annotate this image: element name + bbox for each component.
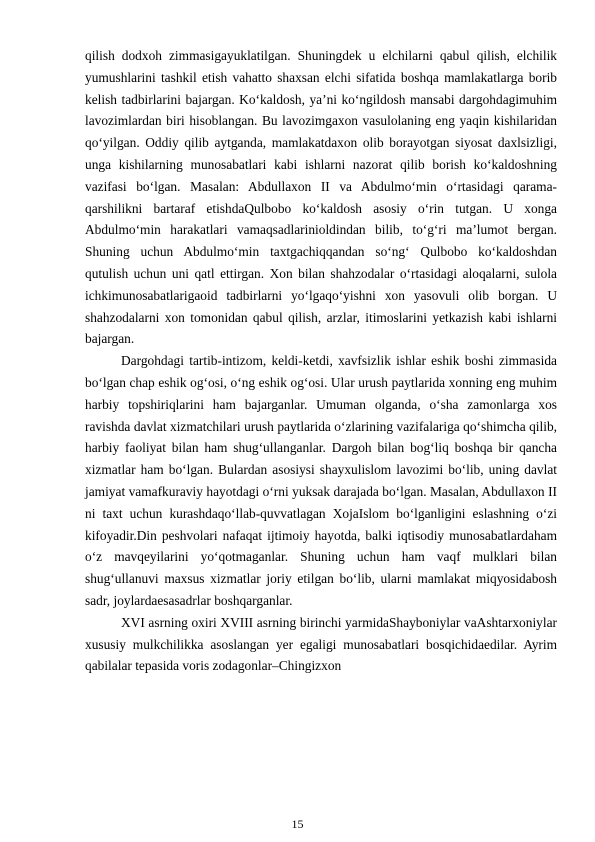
paragraph-1: qilish dodxoh zimmasigayuklatilgan. Shuningdek u elchilarni qabul qilish, elchilik yumushlarini tashkil etish vahatto shaxsan elchi sifatida boshqa mamlakatlarga borib kelish tadbirlarini bajargan. Ko‘kaldosh, ya’ni ko‘ngildosh mansabi dargohdagimuhim lavozimlardan biri hisoblangan. Bu lavozimgaxon vasulolaning eng yaqin kishilaridan qo‘yilgan. Oddiy qilib aytganda, mamlakatdaxon olib borayotgan siyosat daxlsizligi, unga kishilarning munosabatlari kabi ishlarni nazorat qilib borish ko‘kaldoshning vazifasi bo‘lgan. Masalan: Abdullaxon II va Abdulmo‘min o‘rtasidagi qarama-qarshilikni bartaraf etishdaQulbobo ko‘kaldosh asosiy o‘rin tutgan. U xonga Abdulmo‘min harakatlari vamaqsadlarinioldindan bilib, to‘g‘ri ma’lumot bergan. Shuning uchun Abdulmo‘min taxtgachiqqandan so‘ng‘ Qulbobo ko‘kaldoshdan qutulish uchun uni qatl ettirgan. Xon bilan shahzodalar o‘rtasidagi aloqalarni, sulola ichkimunosabatlarigaoid tadbirlarni yo‘lgaqo‘yishni xon yasovuli olib borgan. U shahzodalarni xon tomonidan qabul qilish, arzlar, itimoslarini yetkazish kabi ishlarni bajargan. xyxy=(85,48,557,347)
paragraph-2: Dargohdagi tartib-intizom, keldi-ketdi, xavfsizlik ishlar eshik boshi zimmasida bo‘lgan chap eshik og‘osi, o‘ng eshik og‘osi. Ular urush paytlarida xonning eng muhim harbiy topshiriqlarini ham bajarganlar. Umuman olganda, o‘sha zamonlarga xos ravishda davlat xizmatchilari urush paytlarida o‘zlarining vazifalariga qo‘shimcha qilib, harbiy faoliyat bilan ham shug‘ullanganlar. Dargoh bilan bog‘liq boshqa bir qancha xizmatlar ham bo‘lgan. Bulardan asosiysi shayxulislom lavozimi bo‘lib, uning davlat jamiyat vamafkuraviy hayotdagi o‘rni yuksak darajada bo‘lgan. Masalan, Abdullaxon II ni taxt uchun kurashdaqo‘llab-quvvatlagan XojaIslom bo‘lganligini eslashning o‘zi kifoyadir.Din peshvolari nafaqat ijtimoiy hayotda, balki iqtisodiy munosabatlardaham o‘z mavqeyilarini yo‘qotmaganlar. Shuning uchun ham vaqf mulklari bilan shug‘ullanuvi maxsus xizmatlar joriy etilgan bo‘lib, ularni mamlakat miqyosidabosh sadr, joylardaesasadrlar boshqarganlar. xyxy=(85,353,557,608)
page-number: 15 xyxy=(291,817,304,831)
paragraph-3: XVI asrning oxiri XVIII asrning birinchi yarmidaShayboniylar vaAshtarxoniylar xususiy mulkchilikka asoslangan yer egaligi munosabatlari bosqichidaedilar. Ayrim qabilalar tepasida voris zodagonlar–Chingizxon xyxy=(85,614,557,674)
document-body xyxy=(85,45,557,677)
